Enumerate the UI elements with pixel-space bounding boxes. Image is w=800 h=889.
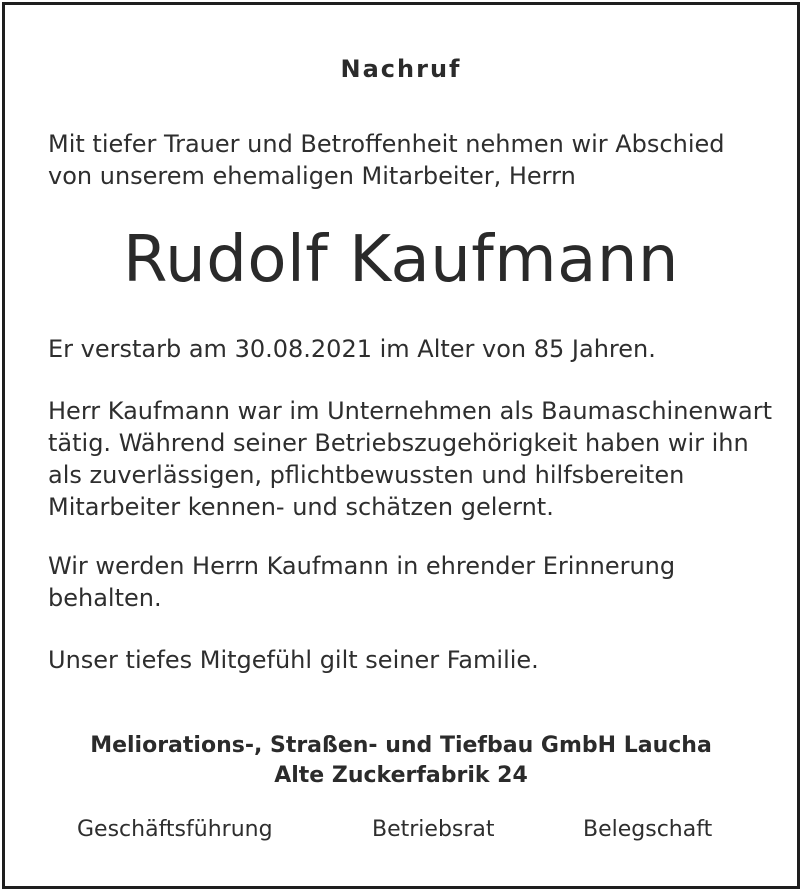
- intro-line: von unserem ehemaligen Mitarbeiter, Herrn: [48, 162, 576, 190]
- death-paragraph: [48, 333, 788, 365]
- signer-works-council: Betriebsrat: [372, 817, 495, 842]
- intro-paragraph: [48, 128, 788, 192]
- death-line: Er verstarb am 30.08.2021 im Alter von 85 Jahren.: [48, 335, 656, 363]
- signers-row: [5, 817, 797, 851]
- company-name: Meliorations-, Straßen- und Tiefbau GmbH Laucha: [90, 733, 712, 758]
- company-block: [5, 731, 797, 791]
- remembrance-paragraph: [48, 550, 788, 614]
- tribute-line: Herr Kaufmann war im Unternehmen als Baumaschinenwart: [48, 397, 773, 425]
- intro-line: Mit tiefer Trauer und Betroffenheit nehmen wir Abschied: [48, 130, 725, 158]
- tribute-line: als zuverlässigen, pflichtbewussten und hilfsbereiten: [48, 461, 685, 489]
- deceased-name: Rudolf Kaufmann: [123, 223, 679, 297]
- signer-staff: Belegschaft: [583, 817, 713, 842]
- condolence-paragraph: [48, 644, 788, 676]
- remembrance-line: behalten.: [48, 584, 162, 612]
- tribute-paragraph: [48, 395, 788, 523]
- company-address: Alte Zuckerfabrik 24: [274, 763, 528, 788]
- remembrance-line: Wir werden Herrn Kaufmann in ehrender Erinnerung: [48, 552, 676, 580]
- obituary-notice: [2, 2, 800, 889]
- condolence-line: Unser tiefes Mitgefühl gilt seiner Familie.: [48, 646, 539, 674]
- tribute-line: Mitarbeiter kennen- und schätzen gelernt.: [48, 493, 554, 521]
- tribute-line: tätig. Während seiner Betriebszugehörigkeit haben wir ihn: [48, 429, 749, 457]
- signer-management: Geschäftsführung: [77, 817, 273, 842]
- notice-heading: Nachruf: [340, 55, 462, 83]
